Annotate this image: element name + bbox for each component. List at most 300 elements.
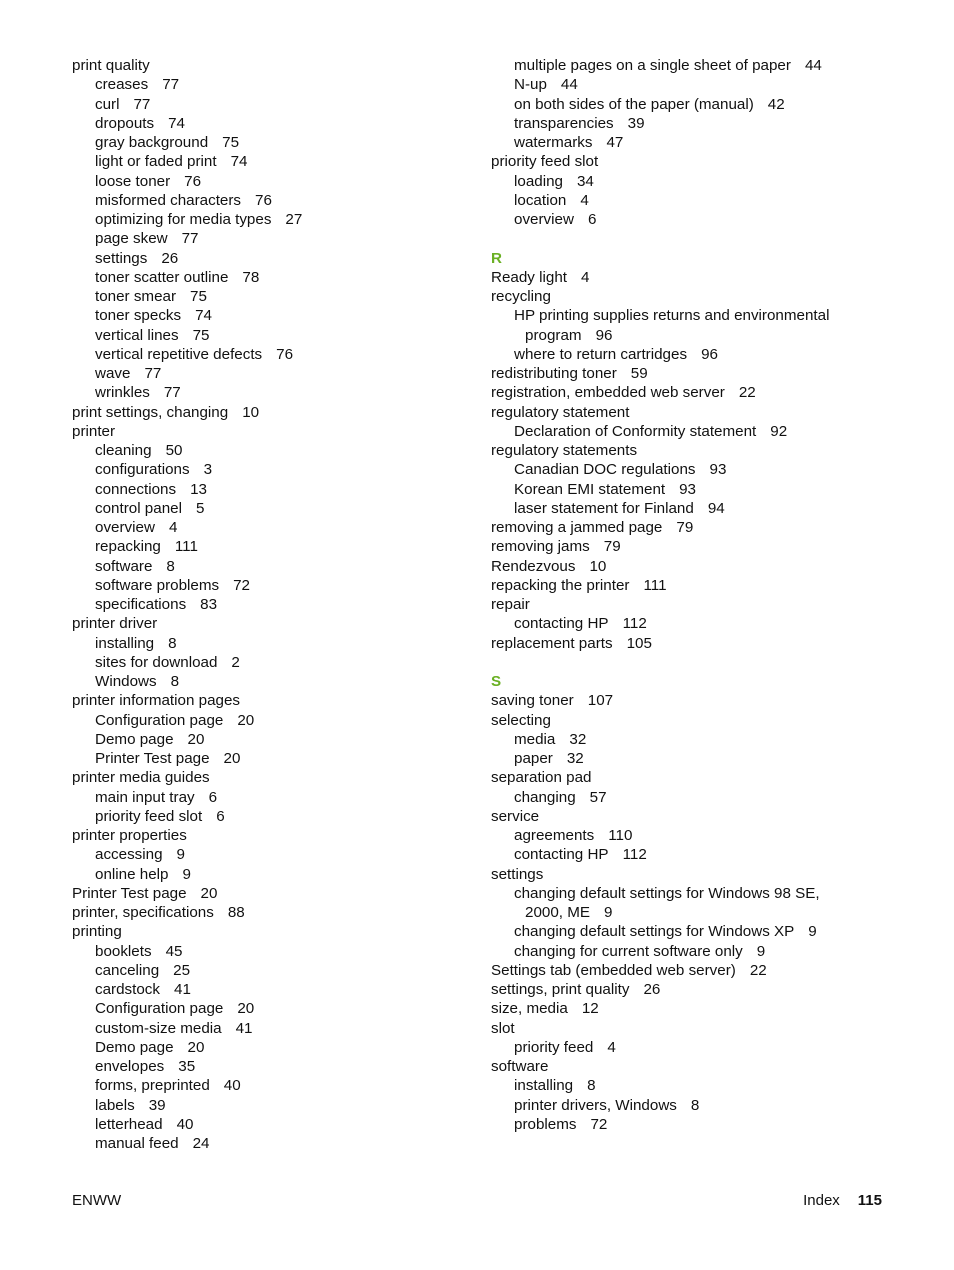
index-subentry xyxy=(72,499,472,518)
entry-page-ref: 59 xyxy=(630,365,648,382)
entry-term: multiple pages on a single sheet of paper xyxy=(514,57,791,74)
entry-page-ref: 111 xyxy=(643,576,667,594)
index-subentry xyxy=(491,345,891,364)
entry-term: forms, preprinted xyxy=(95,1077,210,1095)
index-subentry xyxy=(491,95,891,114)
index-entry xyxy=(491,634,891,653)
entry-term: dropouts xyxy=(95,114,155,132)
entry-page-ref: 57 xyxy=(589,788,607,806)
entry-page-ref: 47 xyxy=(606,134,624,151)
entry-page-ref: 8 xyxy=(690,1096,700,1114)
entry-page-ref: 34 xyxy=(576,172,594,190)
entry-page-ref: 44 xyxy=(804,57,822,74)
index-subentry xyxy=(72,383,472,402)
entry-term: printer, specifications xyxy=(72,904,214,921)
entry-page-ref: 32 xyxy=(566,750,584,767)
entry-page-ref: 20 xyxy=(187,730,205,748)
entry-term: curl xyxy=(95,95,120,113)
entry-page-ref: 41 xyxy=(174,981,191,998)
index-subentry xyxy=(72,788,472,807)
index-subentry xyxy=(491,1076,891,1095)
index-subentry xyxy=(491,845,891,864)
entry-page-ref: 76 xyxy=(255,191,272,209)
index-subentry xyxy=(491,1096,891,1115)
index-subentry xyxy=(491,191,891,210)
entry-page-ref: 24 xyxy=(192,1135,210,1152)
index-subentry xyxy=(491,749,891,768)
index-subentry xyxy=(72,152,472,171)
entry-page-ref: 13 xyxy=(190,480,207,498)
entry-term: Configuration page xyxy=(95,711,224,729)
entry-term: printer drivers, Windows xyxy=(514,1096,677,1114)
index-subentry xyxy=(72,306,472,325)
index-entry xyxy=(491,383,891,402)
index-entry xyxy=(72,884,472,903)
index-subentry xyxy=(491,884,891,903)
entry-term: on both sides of the paper (manual) xyxy=(514,95,754,113)
index-subentry xyxy=(491,788,891,807)
index-entry xyxy=(491,1019,891,1038)
entry-term: laser statement for Finland xyxy=(514,499,694,517)
index-entry xyxy=(491,768,891,787)
entry-term: specifications xyxy=(95,596,187,613)
entry-page-ref: 77 xyxy=(162,76,180,94)
index-subentry xyxy=(491,614,891,633)
entry-term: repair xyxy=(491,596,530,613)
entry-term: slot xyxy=(491,1019,515,1037)
entry-term: printer properties xyxy=(72,827,187,844)
entry-term: changing xyxy=(514,788,576,806)
index-letter-heading: R xyxy=(491,249,502,267)
entry-page-ref: 78 xyxy=(242,268,260,286)
entry-term: watermarks xyxy=(514,134,593,151)
entry-term: online help xyxy=(95,865,169,883)
entry-term: Windows xyxy=(95,673,157,690)
entry-page-ref: 4 xyxy=(607,1038,616,1056)
index-entry xyxy=(491,999,891,1018)
index-subentry xyxy=(72,518,472,537)
entry-term: Printer Test page xyxy=(95,750,210,767)
index-entry xyxy=(72,922,472,941)
index-subentry xyxy=(72,326,472,345)
index-entry xyxy=(72,56,472,75)
index-subentry xyxy=(72,961,472,980)
index-entry xyxy=(491,865,891,884)
index-subentry xyxy=(491,210,891,229)
index-entry xyxy=(72,691,472,710)
entry-term: cardstock xyxy=(95,981,160,998)
entry-page-ref: 74 xyxy=(195,307,213,325)
index-subentry xyxy=(491,1038,891,1057)
entry-page-ref: 4 xyxy=(580,191,589,209)
entry-page-ref: 4 xyxy=(168,519,178,536)
entry-page-ref: 77 xyxy=(163,384,181,402)
index-subentry xyxy=(491,114,891,133)
footer-section: Index xyxy=(803,1192,840,1209)
entry-page-ref: 5 xyxy=(195,499,205,517)
entry-term: saving toner xyxy=(491,692,574,710)
index-subentry xyxy=(72,249,472,268)
index-subentry xyxy=(491,172,891,191)
entry-term: Settings tab (embedded web server) xyxy=(491,961,736,979)
index-subentry xyxy=(72,865,472,884)
entry-term: custom-size media xyxy=(95,1019,222,1037)
entry-page-ref: 39 xyxy=(627,114,645,132)
entry-term: Demo page xyxy=(95,1038,174,1056)
entry-page-ref: 111 xyxy=(174,538,198,556)
entry-page-ref: 96 xyxy=(701,345,718,363)
index-entry xyxy=(491,691,891,710)
index-subentry xyxy=(72,75,472,94)
entry-term: printer driver xyxy=(72,615,158,633)
index-subentry xyxy=(491,75,891,94)
entry-term: vertical lines xyxy=(95,326,179,344)
entry-page-ref: 79 xyxy=(603,538,621,556)
index-subentry xyxy=(72,845,472,864)
index-letter-heading: S xyxy=(491,673,502,690)
index-subentry xyxy=(72,1134,472,1153)
index-subentry xyxy=(72,672,472,691)
entry-page-ref: 6 xyxy=(208,788,218,806)
index-subentry xyxy=(491,326,891,345)
entry-page-ref: 74 xyxy=(168,114,186,132)
index-subentry xyxy=(72,1096,472,1115)
entry-page-ref: 25 xyxy=(173,961,191,979)
entry-page-ref: 35 xyxy=(178,1058,196,1075)
entry-term: letterhead xyxy=(95,1115,163,1133)
entry-term: changing for current software only xyxy=(514,942,743,960)
entry-page-ref: 74 xyxy=(230,153,248,171)
index-entry xyxy=(491,980,891,999)
entry-term: Korean EMI statement xyxy=(514,480,666,498)
footer-page-label xyxy=(803,1192,882,1209)
entry-term: Demo page xyxy=(95,730,174,748)
index-entry xyxy=(72,903,472,922)
index-subentry xyxy=(72,634,472,653)
index-subentry xyxy=(491,56,891,75)
entry-page-ref: 20 xyxy=(200,884,218,902)
entry-page-ref: 112 xyxy=(622,615,647,633)
entry-term: sites for download xyxy=(95,653,218,671)
entry-term: Canadian DOC regulations xyxy=(514,461,696,479)
entry-page-ref: 77 xyxy=(144,365,162,382)
index-subentry xyxy=(72,537,472,556)
entry-page-ref: 77 xyxy=(181,230,199,248)
entry-page-ref: 75 xyxy=(222,134,240,151)
index-subentry xyxy=(72,460,472,479)
index-subentry xyxy=(72,1038,472,1057)
entry-term: toner specks xyxy=(95,307,182,325)
entry-term: redistributing toner xyxy=(491,365,617,382)
entry-term: printer media guides xyxy=(72,769,210,787)
entry-page-ref: 79 xyxy=(676,519,694,536)
entry-page-ref: 9 xyxy=(176,846,185,864)
entry-term: vertical repetitive defects xyxy=(95,345,263,363)
entry-term: regulatory statements xyxy=(491,442,638,459)
entry-term: separation pad xyxy=(491,769,592,787)
entry-term: printer information pages xyxy=(72,692,240,710)
index-entry xyxy=(491,268,891,287)
index-subentry xyxy=(72,980,472,999)
entry-term: optimizing for media types xyxy=(95,211,272,228)
index-entry xyxy=(491,1057,891,1076)
entry-page-ref: 40 xyxy=(223,1077,241,1095)
entry-page-ref: 20 xyxy=(237,1000,255,1018)
entry-term: Rendezvous xyxy=(491,557,576,575)
entry-term: toner scatter outline xyxy=(95,268,229,286)
entry-term: replacement parts xyxy=(491,634,613,652)
index-entry xyxy=(491,287,891,306)
index-entry xyxy=(491,403,891,422)
index-subentry xyxy=(72,595,472,614)
index-subentry xyxy=(72,95,472,114)
entry-page-ref: 6 xyxy=(587,211,597,228)
index-subentry xyxy=(72,730,472,749)
entry-term: booklets xyxy=(95,942,152,960)
index-entry xyxy=(491,961,891,980)
index-subentry xyxy=(72,229,472,248)
entry-term: installing xyxy=(95,634,155,652)
index-entry xyxy=(72,422,472,441)
entry-page-ref: 50 xyxy=(165,442,183,459)
entry-term: main input tray xyxy=(95,788,195,806)
index-subentry xyxy=(491,133,891,152)
entry-page-ref: 8 xyxy=(587,1077,596,1095)
entry-page-ref: 83 xyxy=(200,596,218,613)
entry-term: repacking the printer xyxy=(491,576,630,594)
entry-term: overview xyxy=(95,519,155,536)
entry-term: creases xyxy=(95,76,149,94)
entry-page-ref: 10 xyxy=(242,403,260,421)
entry-page-ref: 72 xyxy=(233,576,250,594)
entry-term: installing xyxy=(514,1077,574,1095)
index-entry xyxy=(491,595,891,614)
index-subentry xyxy=(72,210,472,229)
entry-term: labels xyxy=(95,1096,135,1114)
entry-page-ref: 9 xyxy=(756,942,766,960)
entry-term: settings xyxy=(491,865,544,883)
entry-term: print settings, changing xyxy=(72,403,229,421)
entry-page-ref: 26 xyxy=(643,981,661,998)
entry-page-ref: 75 xyxy=(190,288,207,305)
entry-term: page skew xyxy=(95,230,168,248)
index-subentry xyxy=(72,441,472,460)
index-subentry xyxy=(72,999,472,1018)
entry-term: priority feed xyxy=(514,1038,594,1056)
index-subentry xyxy=(72,268,472,287)
entry-page-ref: 10 xyxy=(589,557,607,575)
entry-page-ref: 92 xyxy=(770,422,788,440)
entry-page-ref: 105 xyxy=(626,634,652,652)
index-entry xyxy=(491,537,891,556)
entry-term: contacting HP xyxy=(514,846,609,864)
entry-page-ref: 20 xyxy=(223,750,241,767)
entry-term: regulatory statement xyxy=(491,403,630,421)
entry-page-ref: 26 xyxy=(161,249,179,267)
entry-term: canceling xyxy=(95,961,160,979)
entry-term: overview xyxy=(514,211,574,228)
entry-term: Printer Test page xyxy=(72,884,187,902)
entry-page-ref: 32 xyxy=(569,730,587,748)
index-subentry xyxy=(491,903,891,922)
entry-term: changing default settings for Windows XP xyxy=(514,923,795,941)
entry-term: loose toner xyxy=(95,172,171,190)
entry-term: N-up xyxy=(514,76,547,94)
entry-page-ref: 88 xyxy=(227,904,245,921)
index-entry xyxy=(491,518,891,537)
entry-page-ref: 22 xyxy=(749,961,767,979)
entry-term: service xyxy=(491,807,540,825)
entry-page-ref: 2 xyxy=(231,653,240,671)
entry-term: printer xyxy=(72,422,116,440)
index-subentry xyxy=(72,133,472,152)
entry-page-ref: 3 xyxy=(203,461,213,479)
entry-term: settings xyxy=(95,249,148,267)
entry-term: gray background xyxy=(95,134,209,151)
index-subentry xyxy=(72,942,472,961)
entry-term: wrinkles xyxy=(95,384,150,402)
entry-page-ref: 8 xyxy=(168,634,177,652)
entry-term: removing a jammed page xyxy=(491,519,663,536)
index-subentry xyxy=(491,1115,891,1134)
index-subentry xyxy=(491,480,891,499)
index-entry xyxy=(491,576,891,595)
index-subentry xyxy=(72,114,472,133)
entry-term: recycling xyxy=(491,288,551,305)
entry-term: software xyxy=(95,557,153,575)
entry-term: priority feed slot xyxy=(95,807,203,825)
entry-page-ref: 9 xyxy=(808,923,817,941)
entry-term: print quality xyxy=(72,57,150,74)
entry-term: priority feed slot xyxy=(491,153,599,171)
index-subentry xyxy=(72,1115,472,1134)
entry-term: envelopes xyxy=(95,1058,165,1075)
entry-page-ref: 96 xyxy=(595,326,613,344)
index-subentry xyxy=(72,172,472,191)
entry-page-ref: 72 xyxy=(590,1115,608,1133)
entry-term: connections xyxy=(95,480,177,498)
entry-page-ref: 94 xyxy=(707,499,725,517)
entry-page-ref: 107 xyxy=(587,692,614,710)
entry-page-ref: 8 xyxy=(166,557,175,575)
entry-term: configurations xyxy=(95,461,190,479)
index-subentry xyxy=(491,826,891,845)
index-subentry xyxy=(72,576,472,595)
entry-page-ref: 20 xyxy=(237,711,255,729)
index-subentry xyxy=(72,287,472,306)
entry-term: Configuration page xyxy=(95,1000,224,1018)
entry-term: where to return cartridges xyxy=(514,345,688,363)
footer-doc-code: ENWW xyxy=(72,1192,122,1209)
entry-term: cleaning xyxy=(95,442,152,459)
entry-term: contacting HP xyxy=(514,615,609,633)
entry-page-ref: 112 xyxy=(622,846,647,864)
index-subentry xyxy=(72,191,472,210)
index-subentry xyxy=(72,345,472,364)
entry-page-ref: 76 xyxy=(184,172,202,190)
entry-term: software xyxy=(491,1058,549,1075)
entry-term: selecting xyxy=(491,711,551,729)
entry-term: light or faded print xyxy=(95,153,217,171)
entry-term: software problems xyxy=(95,576,220,594)
index-entry xyxy=(491,557,891,576)
index-subentry xyxy=(491,306,891,325)
entry-page-ref: 6 xyxy=(216,807,225,825)
entry-page-ref: 45 xyxy=(165,942,183,960)
entry-page-ref: 39 xyxy=(148,1096,166,1114)
entry-page-ref: 40 xyxy=(176,1115,194,1133)
entry-page-ref: 9 xyxy=(182,865,191,883)
entry-term: paper xyxy=(514,750,553,767)
index-subentry xyxy=(72,653,472,672)
entry-term: problems xyxy=(514,1115,577,1133)
entry-page-ref: 4 xyxy=(580,268,590,286)
index-subentry xyxy=(72,364,472,383)
entry-term: toner smear xyxy=(95,288,177,305)
index-subentry xyxy=(491,730,891,749)
entry-page-ref: 41 xyxy=(235,1019,253,1037)
index-entry xyxy=(72,826,472,845)
section-spacer xyxy=(491,229,891,248)
entry-term: manual feed xyxy=(95,1135,179,1152)
entry-page-ref: 27 xyxy=(285,211,303,228)
entry-page-ref: 22 xyxy=(738,384,756,402)
entry-page-ref: 42 xyxy=(767,95,785,113)
index-subentry xyxy=(72,749,472,768)
index-subentry xyxy=(72,1076,472,1095)
entry-term: printing xyxy=(72,923,122,941)
index-entry xyxy=(491,364,891,383)
entry-term: Ready light xyxy=(491,268,567,286)
index-subentry xyxy=(72,711,472,730)
entry-term: control panel xyxy=(95,499,182,517)
index-subentry xyxy=(491,460,891,479)
entry-page-ref: 8 xyxy=(170,673,180,690)
entry-term: location xyxy=(514,191,567,209)
entry-term: agreements xyxy=(514,827,595,844)
index-entry xyxy=(491,711,891,730)
entry-term: wave xyxy=(95,365,131,382)
entry-term: Declaration of Conformity statement xyxy=(514,422,757,440)
entry-page-ref: 110 xyxy=(608,827,633,844)
entry-term: loading xyxy=(514,172,563,190)
entry-term: removing jams xyxy=(491,538,590,556)
index-subentry xyxy=(491,922,891,941)
index-entry xyxy=(72,614,472,633)
entry-term: HP printing supplies returns and environmental xyxy=(514,307,830,325)
index-subentry xyxy=(72,557,472,576)
entry-page-ref: 93 xyxy=(709,461,727,479)
entry-term: accessing xyxy=(95,846,163,864)
index-subentry xyxy=(491,942,891,961)
index-entry xyxy=(491,807,891,826)
entry-page-ref: 44 xyxy=(560,76,578,94)
index-entry xyxy=(72,403,472,422)
index-subentry xyxy=(72,807,472,826)
entry-page-ref: 77 xyxy=(133,95,151,113)
entry-page-ref: 75 xyxy=(192,326,210,344)
entry-term: media xyxy=(514,730,556,748)
index-entry xyxy=(491,441,891,460)
index-subentry xyxy=(72,480,472,499)
entry-page-ref: 12 xyxy=(581,1000,599,1018)
index-column-right xyxy=(491,56,891,1134)
entry-term: repacking xyxy=(95,538,161,556)
entry-term: settings, print quality xyxy=(491,981,630,998)
entry-page-ref: 76 xyxy=(276,345,294,363)
index-subentry xyxy=(491,422,891,441)
entry-term: program xyxy=(525,326,582,344)
